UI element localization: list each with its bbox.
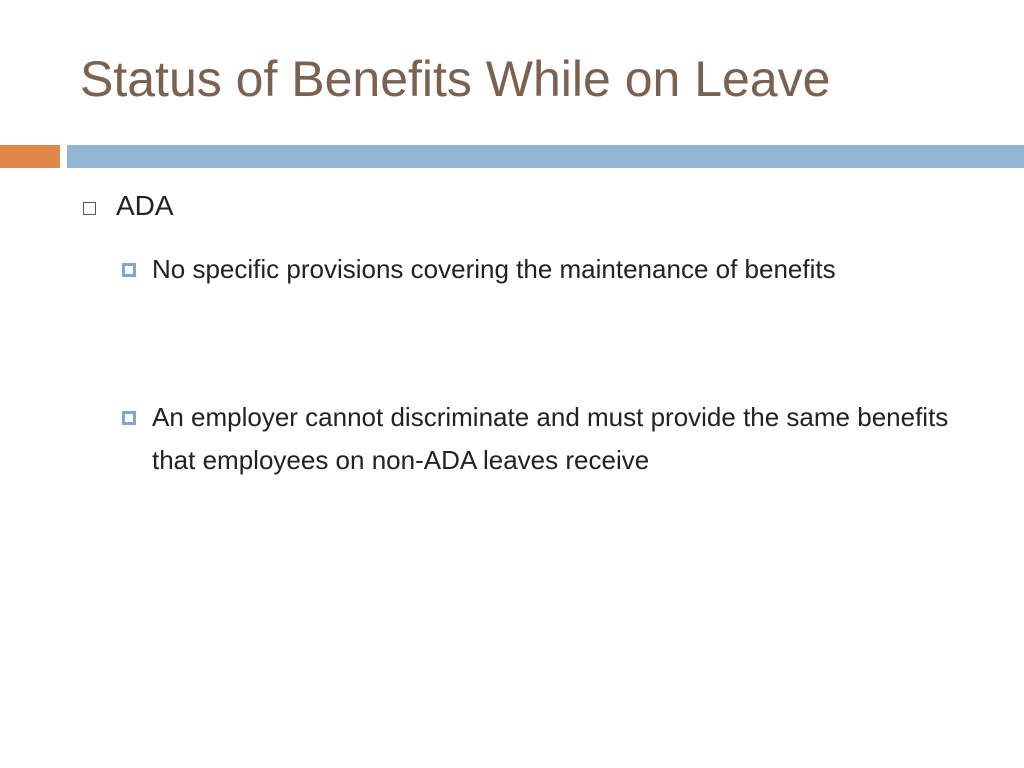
- bullet-ada: [83, 190, 174, 222]
- slide-title: Status of Benefits While on Leave: [80, 51, 831, 107]
- title-rule-bar: [67, 145, 1024, 168]
- square-bullet-icon: [122, 263, 136, 277]
- sub-bullet-text: No specific provisions covering the maintenance of benefits: [152, 254, 836, 284]
- sub-bullet-discrimination: [122, 396, 962, 482]
- hollow-square-bullet-icon: [83, 202, 96, 215]
- title-accent-bar: [0, 145, 60, 168]
- bullet-label: ADA: [116, 190, 174, 221]
- sub-bullet-provisions: [122, 248, 962, 291]
- square-bullet-icon: [122, 411, 136, 425]
- sub-bullet-text: An employer cannot discriminate and must provide the same benefits that employees on non-ADA leaves receive: [152, 402, 949, 475]
